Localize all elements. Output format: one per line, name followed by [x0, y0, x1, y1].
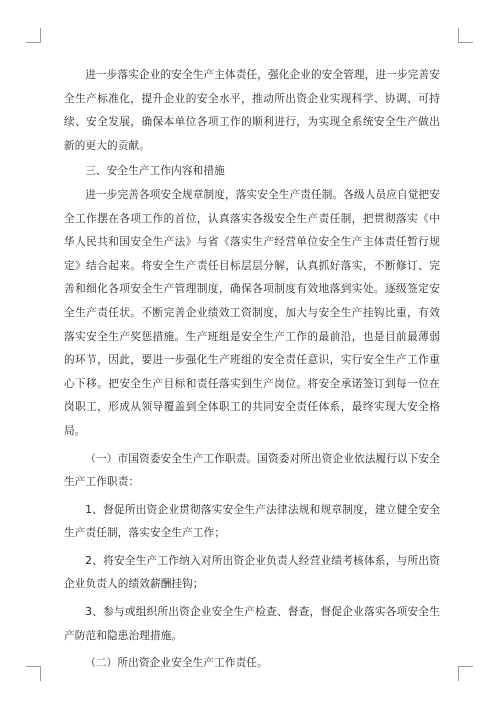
paragraph-duty-2: 2、将安全生产工作纳入对所出资企业负责人经营业绩考核体系，与所出资企业负责人的绩效薪酬挂钩； [64, 554, 440, 591]
paragraph-sasac-duties: （一）市国资委安全生产工作职责。国资委对所出资企业依法履行以下安全生产工作职责： [64, 452, 440, 489]
crop-mark-bottom-right [458, 666, 473, 681]
crop-mark-bottom-left [26, 666, 41, 681]
section-heading-measures: 三、安全生产工作内容和措施 [85, 165, 225, 178]
paragraph-duty-1: 1、督促所出资企业贯彻落实安全生产法律法规和规章制度，建立健全安全生产责任制，落实安全生产工作； [64, 503, 440, 540]
paragraph-duty-3: 3、参与或组织所出资企业安全生产检查、督查，督促企业落实各项安全生产防范和隐患治理措施。 [64, 606, 440, 642]
crop-mark-top-right [458, 28, 473, 43]
document-body [64, 64, 440, 676]
paragraph-safety-rules: 进一步完善各项安全规章制度，落实安全生产责任制。各级人员应自觉把安全工作摆在各项工作的首位，认真落实各级安全生产责任制，把贯彻落实《中华人民共和国安全生产法》与省《落实生产经营单位安全生产主体责任暂行规定》结合起来。将安全生产责任目标层层分解，认真抓好落实，不断修订、完善和细化各项安全生产管理制度，确保各项制度有效地落到实处。逐级签定安全生产责任状。不断完善企业绩效工资制度，加大与安全生产挂钩比重，有效落实安全生产奖惩措施。生产班组是安全生产工作的最前沿，也是目前最薄弱的环节，因此，要进一步强化生产班组的安全责任意识，实行安全生产工作重心下移。把安全生产目标和责任落实到生产岗位。将安全承诺签订到每一位在岗职工，形成从领导覆盖到全体职工的共同安全责任体系，最终实现大安全格局。 [64, 188, 440, 437]
crop-mark-top-left [26, 28, 41, 43]
paragraph-enterprise-duties: （二）所出资企业安全生产工作责任。 [85, 657, 268, 670]
paragraph-intro: 进一步落实企业的安全生产主体责任，强化企业的安全管理，进一步完善安全生产标准化，提升企业的安全水平，推动所出资企业实现科学、协调、可持续、安全发展，确保本单位各项工作的顺利进行，为实现全系统安全生产做出新的更大的贡献。 [64, 69, 440, 152]
